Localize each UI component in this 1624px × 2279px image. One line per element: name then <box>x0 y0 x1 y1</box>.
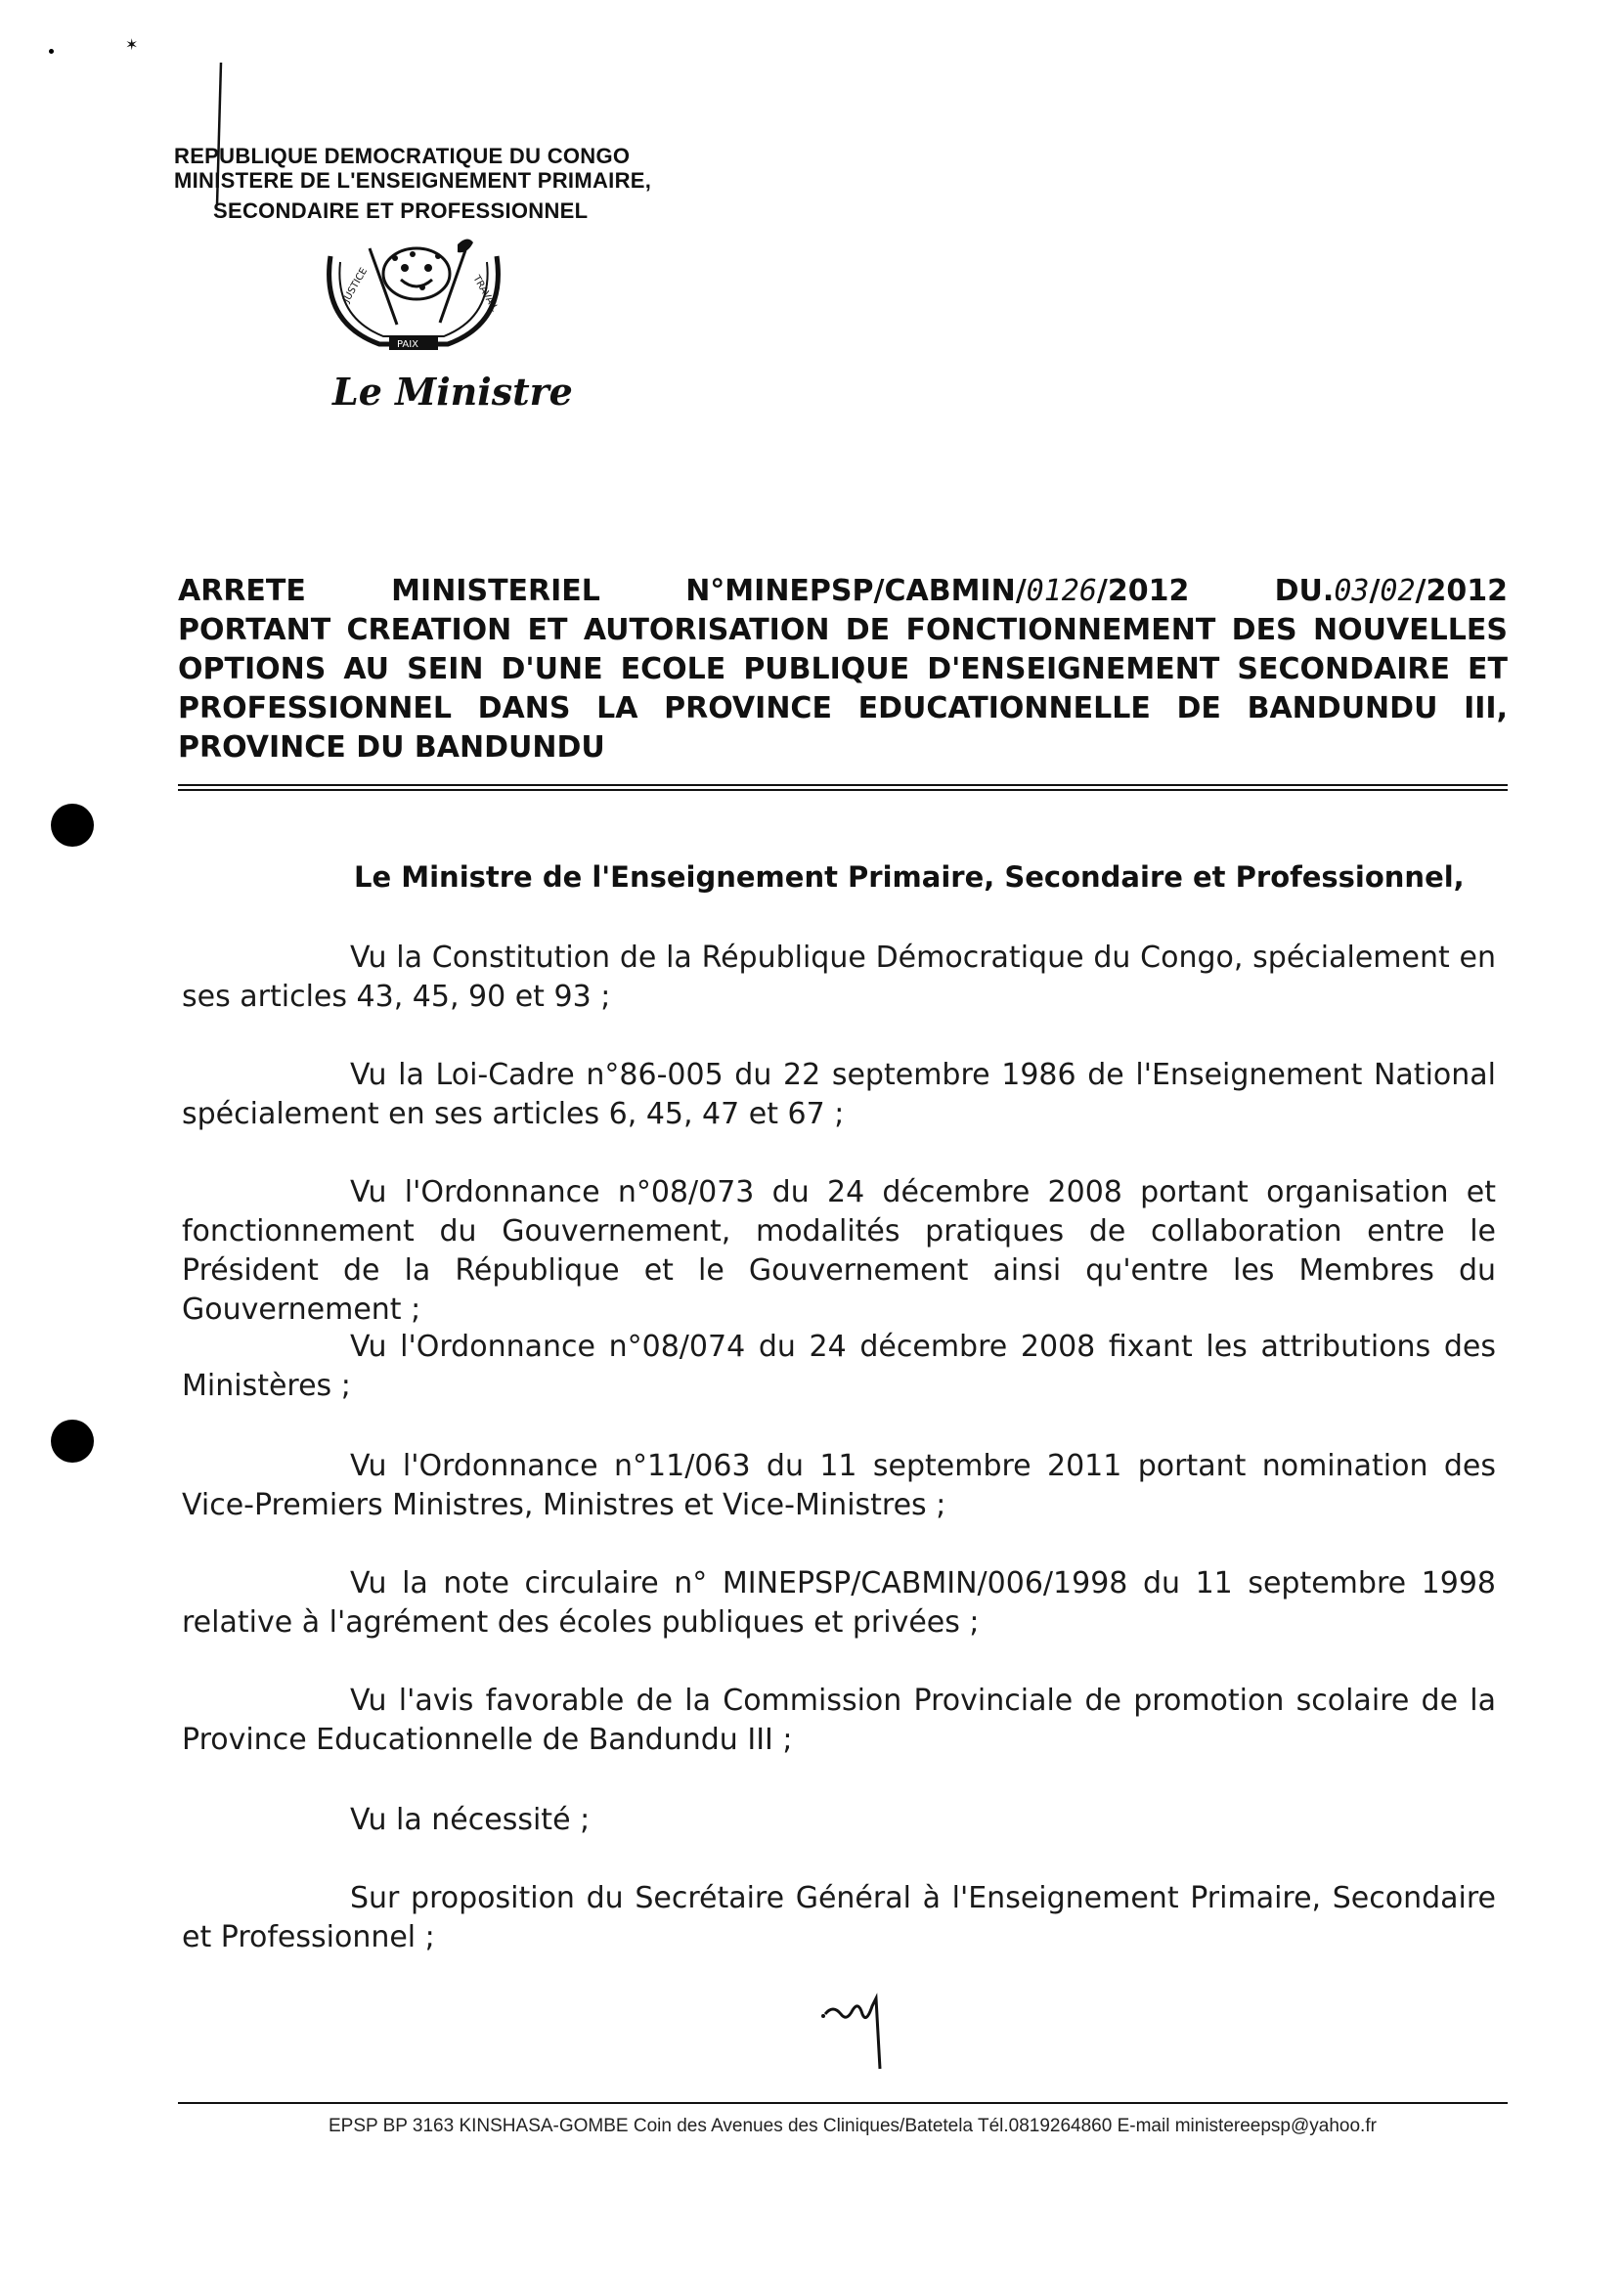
paragraph-loi-cadre: Vu la Loi-Cadre n°86-005 du 22 septembre 1986 de l'Enseignement National spécialement en ses articles 6, 45, 47 et 67 ; <box>182 1058 1496 1131</box>
paragraph-ordonnance-073: Vu l'Ordonnance n°08/073 du 24 décembre 2008 portant organisation et fonctionnement du Gouvernement, modalités pratiques de collaboration entre le Président de la République et le Gouvernement ainsi qu'entre les Membres du Gouvernement ; <box>182 1175 1496 1327</box>
emblem-motto-travail: TRAVAIL <box>470 274 501 314</box>
decree-word-arrete: ARRETE <box>178 574 306 608</box>
coat-of-arms-emblem <box>311 235 516 362</box>
ministre-title: Le Ministre <box>332 370 573 414</box>
scan-speck <box>49 49 54 54</box>
decree-number-handwritten: 0126 <box>1026 574 1097 608</box>
decree-title-line3: OPTIONS AU SEIN D'UNE ECOLE PUBLIQUE D'ENSEIGNEMENT SECONDAIRE ET <box>178 652 1508 686</box>
decree-title-line1 <box>178 572 1508 611</box>
decree-number: N°MINEPSP/CABMIN/0126/2012 <box>685 574 1190 608</box>
punch-hole <box>51 1420 94 1463</box>
header-ministry: MINISTERE DE L'ENSEIGNEMENT PRIMAIRE, <box>174 168 652 193</box>
paragraph-avis-favorable: Vu l'avis favorable de la Commission Provinciale de promotion scolaire de la Province Educationnelle de Bandundu III ; <box>182 1684 1496 1757</box>
decree-title-line5: PROVINCE DU BANDUNDU <box>178 730 605 765</box>
header-country: REPUBLIQUE DEMOCRATIQUE DU CONGO <box>174 144 631 168</box>
decree-word-ministeriel: MINISTERIEL <box>391 574 600 608</box>
paragraph-note-circulaire: Vu la note circulaire n° MINEPSP/CABMIN/006/1998 du 11 septembre 1998 relative à l'agrément des écoles publiques et privées ; <box>182 1566 1496 1640</box>
decree-title-line2: PORTANT CREATION ET AUTORISATION DE FONCTIONNEMENT DES NOUVELLES <box>178 613 1508 647</box>
title-divider <box>178 784 1508 791</box>
punch-hole <box>51 804 94 847</box>
decree-date-day: 03 <box>1334 574 1370 608</box>
paragraph-ordonnance-063: Vu l'Ordonnance n°11/063 du 11 septembre 2011 portant nomination des Vice-Premiers Ministres, Ministres et Vice-Ministres ; <box>182 1449 1496 1522</box>
paragraph-proposition: Sur proposition du Secrétaire Général à l'Enseignement Primaire, Secondaire et Professionnel ; <box>182 1881 1496 1954</box>
handwritten-initials <box>819 1985 898 2073</box>
footer-contact: EPSP BP 3163 KINSHASA-GOMBE Coin des Avenues des Cliniques/Batetela Tél.0819264860 E-mail ministereepsp@yahoo.fr <box>329 2116 1377 2136</box>
paragraph-necessite: Vu la nécessité ; <box>350 1803 591 1837</box>
paragraph-ordonnance-074: Vu l'Ordonnance n°08/074 du 24 décembre 2008 fixant les attributions des Ministères ; <box>182 1330 1496 1403</box>
decree-title-line4: PROFESSIONNEL DANS LA PROVINCE EDUCATIONNELLE DE BANDUNDU III, <box>178 691 1508 725</box>
scan-speck: ✶ <box>125 35 139 54</box>
decree-date-month: 02 <box>1380 574 1416 608</box>
minister-intro: Le Ministre de l'Enseignement Primaire, Secondaire et Professionnel, <box>354 860 1465 894</box>
emblem-motto-paix: PAIX <box>397 339 419 350</box>
paragraph-constitution: Vu la Constitution de la République Démocratique du Congo, spécialement en ses articles 43, 45, 90 et 93 ; <box>182 941 1496 1014</box>
decree-date: DU.03/02/2012 <box>1274 574 1508 608</box>
emblem-motto-justice: JUSTICE <box>341 266 371 305</box>
footer-divider <box>178 2102 1508 2104</box>
header-ministry-sub: SECONDAIRE ET PROFESSIONNEL <box>213 198 589 223</box>
